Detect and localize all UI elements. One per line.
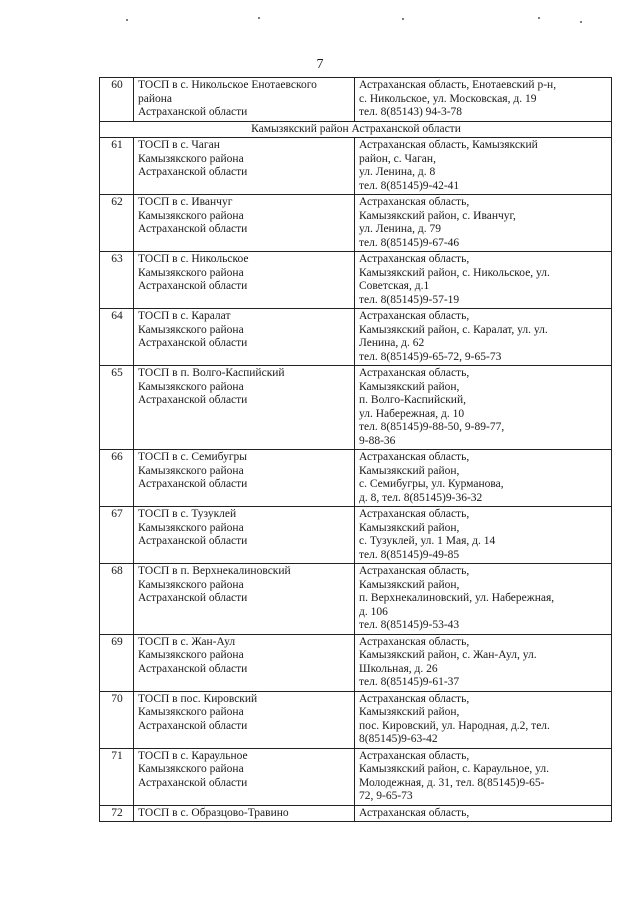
row-number-cell: 61 xyxy=(100,138,134,195)
row-number-cell: 65 xyxy=(100,366,134,450)
table-row xyxy=(100,450,612,507)
scan-speck xyxy=(258,17,260,19)
office-name-cell: ТОСП в с. Семибугры Камызякского района Астраханской области xyxy=(134,450,355,507)
office-name-cell: ТОСП в с. Жан-Аул Камызякского района Астраханской области xyxy=(134,634,355,691)
row-number-cell: 69 xyxy=(100,634,134,691)
address-cell: Астраханская область, xyxy=(355,805,612,822)
table-row xyxy=(100,78,612,122)
office-name-cell: ТОСП в п. Волго-Каспийский Камызякского района Астраханской области xyxy=(134,366,355,450)
scan-speck xyxy=(402,18,404,20)
office-name-cell: ТОСП в с. Иванчуг Камызякского района Астраханской области xyxy=(134,195,355,252)
office-name-cell: ТОСП в с. Никольское Енотаевского района Астраханской области xyxy=(134,78,355,122)
address-cell: Астраханская область, Камызякский район, с. Чаган, ул. Ленина, д. 8 тел. 8(85145)9-42-41 xyxy=(355,138,612,195)
table-row xyxy=(100,309,612,366)
table-row xyxy=(100,805,612,822)
address-cell: Астраханская область, Камызякский район, пос. Кировский, ул. Народная, д.2, тел. 8(85145)9-63-42 xyxy=(355,691,612,748)
address-cell: Астраханская область, Камызякский район, с. Семибугры, ул. Курманова, д. 8, тел. 8(85145)9-36-32 xyxy=(355,450,612,507)
row-number-cell: 60 xyxy=(100,78,134,122)
table-row xyxy=(100,748,612,805)
office-name-cell: ТОСП в с. Караульное Камызякского района Астраханской области xyxy=(134,748,355,805)
office-name-cell: ТОСП в с. Тузуклей Камызякского района Астраханской области xyxy=(134,507,355,564)
table-row xyxy=(100,366,612,450)
row-number-cell: 70 xyxy=(100,691,134,748)
address-cell: Астраханская область, Камызякский район, п. Верхнекалиновский, ул. Набережная, д. 106 тел. 8(85145)9-53-43 xyxy=(355,564,612,635)
address-cell: Астраханская область, Камызякский район, п. Волго-Каспийский, ул. Набережная, д. 10 тел. 8(85145)9-88-50, 9-89-77, 9-88-36 xyxy=(355,366,612,450)
row-number-cell: 72 xyxy=(100,805,134,822)
scan-speck xyxy=(580,21,582,23)
district-title: Камызякский район Астраханской области xyxy=(100,121,612,138)
office-name-cell: ТОСП в п. Верхнекалиновский Камызякского района Астраханской области xyxy=(134,564,355,635)
table-row xyxy=(100,252,612,309)
registry-body xyxy=(100,78,612,822)
row-number-cell: 71 xyxy=(100,748,134,805)
office-name-cell: ТОСП в с. Образцово-Травино xyxy=(134,805,355,822)
table-row xyxy=(100,195,612,252)
address-cell: Астраханская область, Камызякский район, с. Иванчуг, ул. Ленина, д. 79 тел. 8(85145)9-67-46 xyxy=(355,195,612,252)
scan-speck xyxy=(538,17,540,19)
office-name-cell: ТОСП в пос. Кировский Камызякского района Астраханской области xyxy=(134,691,355,748)
office-name-cell: ТОСП в с. Чаган Камызякского района Астраханской области xyxy=(134,138,355,195)
address-cell: Астраханская область, Камызякский район, с. Тузуклей, ул. 1 Мая, д. 14 тел. 8(85145)9-49-85 xyxy=(355,507,612,564)
row-number-cell: 67 xyxy=(100,507,134,564)
office-name-cell: ТОСП в с. Никольское Камызякского района Астраханской области xyxy=(134,252,355,309)
scan-speck xyxy=(126,19,128,21)
page-number: 7 xyxy=(316,57,324,72)
address-cell: Астраханская область, Камызякский район, с. Караульное, ул. Молодежная, д. 31, тел. 8(85145)9-65- 72, 9-65-73 xyxy=(355,748,612,805)
table-row xyxy=(100,634,612,691)
registry-table xyxy=(99,77,612,822)
address-cell: Астраханская область, Камызякский район, с. Каралат, ул. ул. Ленина, д. 62 тел. 8(85145)9-65-72, 9-65-73 xyxy=(355,309,612,366)
table-row xyxy=(100,138,612,195)
address-cell: Астраханская область, Камызякский район, с. Жан-Аул, ул. Школьная, д. 26 тел. 8(85145)9-61-37 xyxy=(355,634,612,691)
row-number-cell: 62 xyxy=(100,195,134,252)
office-name-cell: ТОСП в с. Каралат Камызякского района Астраханской области xyxy=(134,309,355,366)
table-row xyxy=(100,507,612,564)
row-number-cell: 68 xyxy=(100,564,134,635)
address-cell: Астраханская область, Енотаевский р-н, с. Никольское, ул. Московская, д. 19 тел. 8(85143) 94-3-78 xyxy=(355,78,612,122)
table-row xyxy=(100,691,612,748)
table-row xyxy=(100,564,612,635)
row-number-cell: 63 xyxy=(100,252,134,309)
address-cell: Астраханская область, Камызякский район, с. Никольское, ул. Советская, д.1 тел. 8(85145)9-57-19 xyxy=(355,252,612,309)
district-header-row xyxy=(100,121,612,138)
row-number-cell: 66 xyxy=(100,450,134,507)
row-number-cell: 64 xyxy=(100,309,134,366)
